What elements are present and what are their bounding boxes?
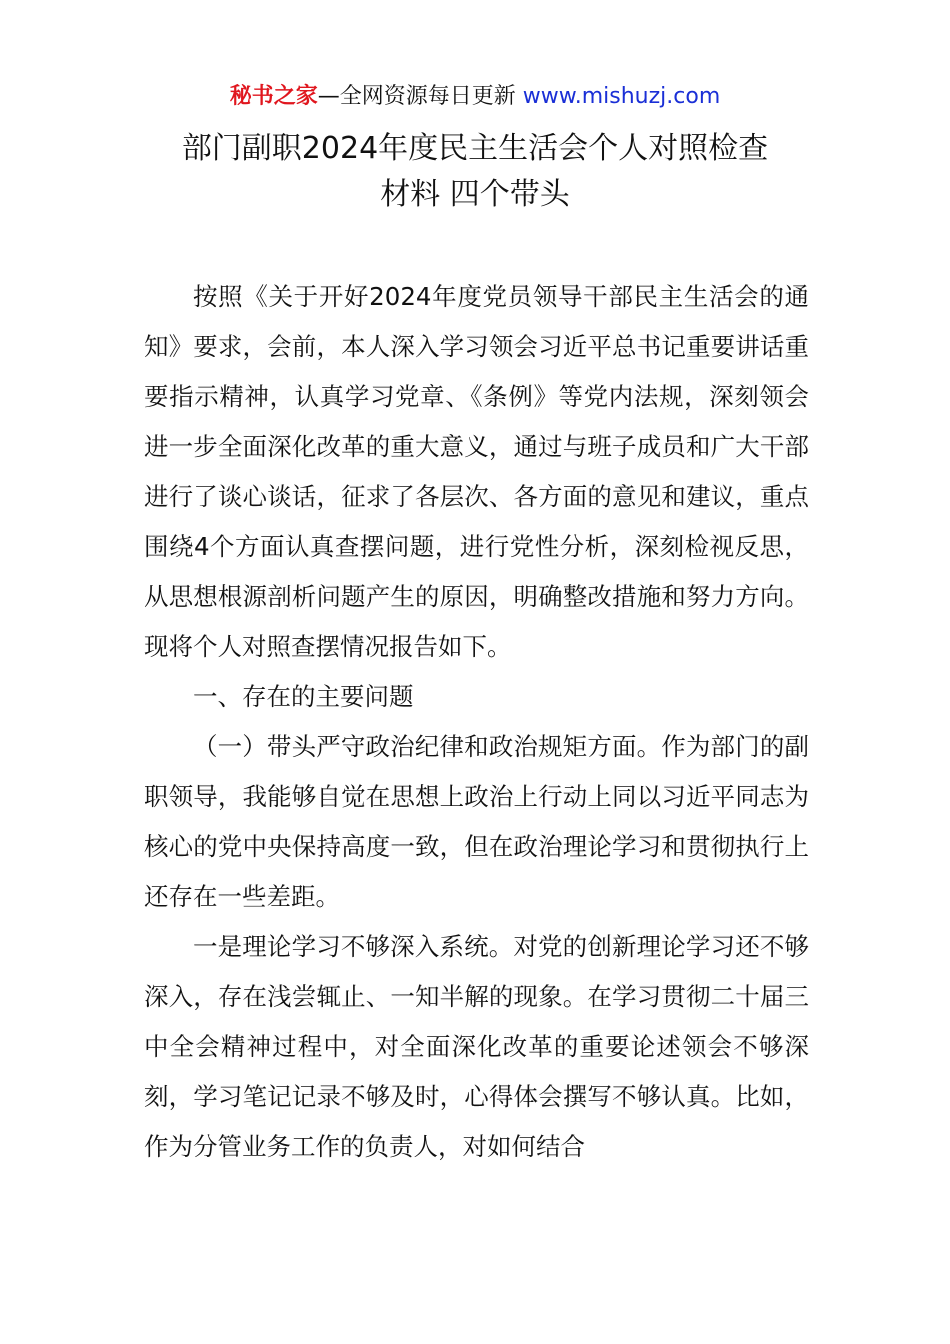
- title-line-2: 材料 四个带头: [380, 177, 570, 212]
- point-theory-study: 一是理论学习不够深入系统。对党的创新理论学习还不够深入，存在浅尝辄止、一知半解的现象。在学习贯彻二十届三中全会精神过程中，对全面深化改革的重要论述领会不够深刻，学习笔记记录不够及时，心得体会撰写不够认真。比如，作为分管业务工作的负责人，对如何结合: [144, 932, 809, 1161]
- intro-paragraph: 按照《关于开好2024年度党员领导干部民主生活会的通知》要求，会前，本人深入学习领会习近平总书记重要讲话重要指示精神，认真学习党章、《条例》等党内法规，深刻领会进一步全面深化改革的重大意义，通过与班子成员和广大干部进行了谈心谈话，征求了各层次、各方面的意见和建议，重点围绕4个方面认真查摆问题，进行党性分析，深刻检视反思，从思想根源剖析问题产生的原因，明确整改措施和努力方向。现将个人对照查摆情况报告如下。: [144, 282, 809, 661]
- document-body: [144, 272, 809, 1172]
- subsection-political-discipline: （一）带头严守政治纪律和政治规矩方面。作为部门的副职领导，我能够自觉在思想上政治上行动上同以习近平同志为核心的党中央保持高度一致，但在政治理论学习和贯彻执行上还存在一些差距。: [144, 732, 809, 911]
- header-tagline: —全网资源每日更新: [317, 84, 523, 109]
- brand-name: 秘书之家: [229, 84, 318, 109]
- site-header: [0, 80, 950, 114]
- document-title: [0, 126, 950, 218]
- title-line-1: 部门副职2024年度民主生活会个人对照检查: [181, 131, 769, 166]
- section-heading-problems: 一、存在的主要问题: [193, 682, 414, 711]
- site-url-link[interactable]: www.mishuzj.com: [522, 84, 721, 109]
